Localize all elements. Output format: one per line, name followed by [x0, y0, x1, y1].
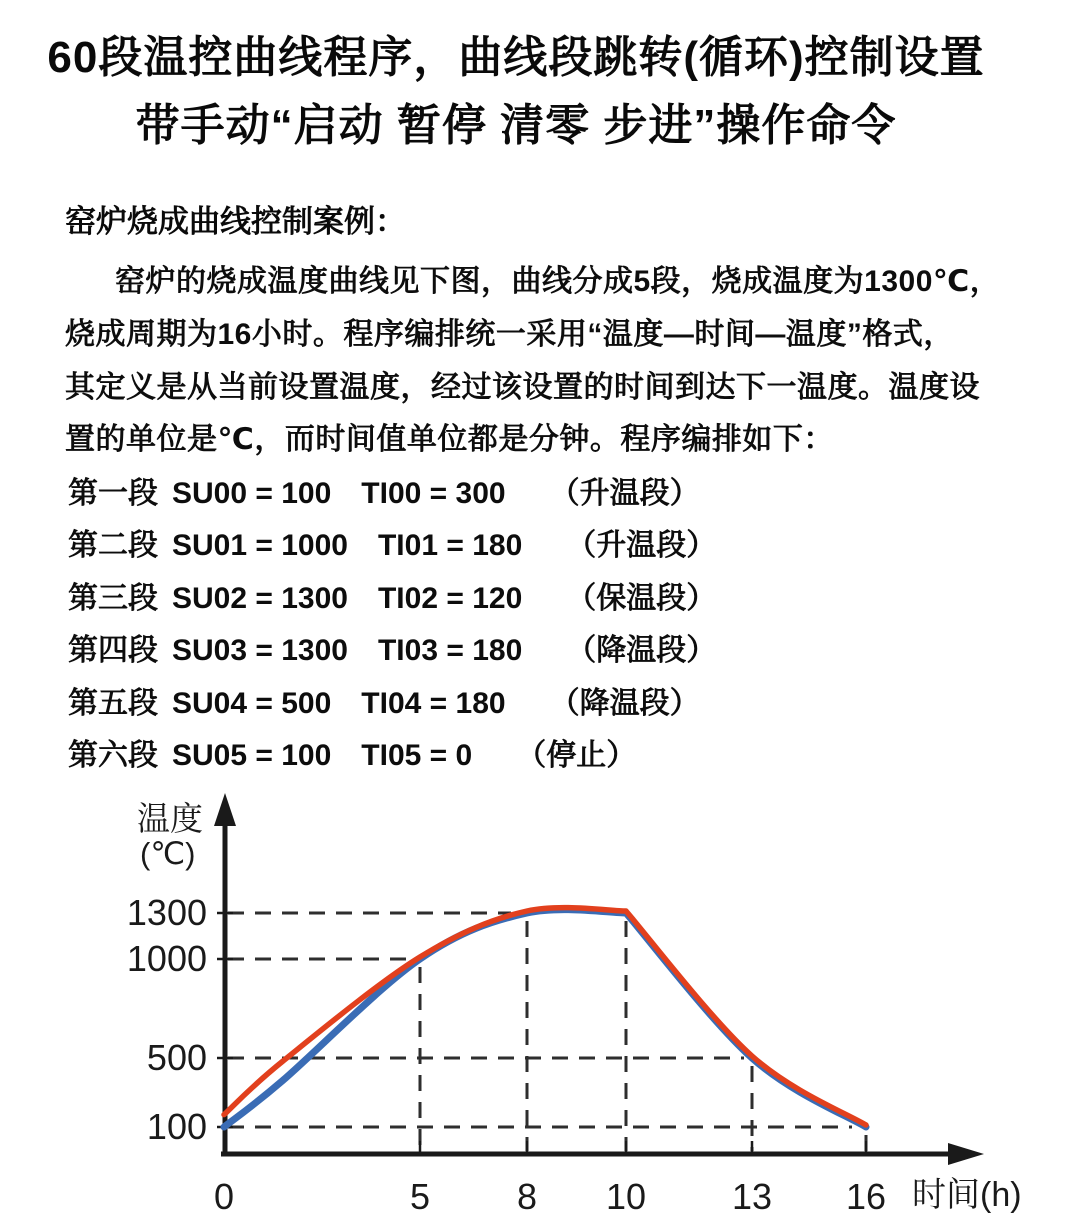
segment-su-value: SU04 = 500 [172, 687, 332, 720]
segment-su-value: SU05 = 100 [172, 739, 332, 772]
segment-su-value: SU03 = 1300 [172, 634, 348, 667]
y-axis-unit: (℃) [140, 836, 196, 871]
segment-ti-value: TI01 = 180 [377, 529, 523, 562]
y-tick-label: 500 [146, 1037, 207, 1078]
x-tick-label: 16 [845, 1176, 887, 1217]
segment-note: （降温段） [549, 687, 700, 720]
segment-ti-value: TI00 = 300 [361, 477, 506, 510]
blue-curve [224, 910, 866, 1127]
segment-ti-value: TI04 = 180 [361, 687, 506, 720]
x-axis-title: 时间(h) [912, 1176, 1022, 1214]
x-tick-label: 0 [213, 1176, 235, 1217]
x-axis-arrow-icon [948, 1143, 984, 1165]
segment-label: 第五段 [68, 687, 158, 720]
program-segment-row [68, 634, 716, 667]
segment-note: （升温段） [549, 477, 700, 510]
page-title-line-2: 带手动“启动 暂停 清零 步进”操作命令 [135, 101, 897, 150]
section-heading: 窑炉烧成曲线控制案例： [65, 204, 406, 239]
x-tick-label: 5 [409, 1176, 431, 1217]
y-tick-label: 100 [146, 1106, 207, 1147]
program-segment-row [68, 687, 700, 720]
x-tick-label: 13 [731, 1176, 773, 1217]
segment-su-value: SU02 = 1300 [172, 582, 348, 615]
x-tick-label: 8 [516, 1176, 538, 1217]
segment-su-value: SU00 = 100 [172, 477, 332, 510]
segment-label: 第一段 [68, 477, 158, 510]
segment-ti-value: TI05 = 0 [361, 739, 473, 772]
segment-label: 第六段 [68, 739, 158, 772]
segment-note: （保温段） [566, 582, 717, 615]
segment-ti-value: TI03 = 180 [377, 634, 523, 667]
x-tick-label: 10 [605, 1176, 647, 1217]
y-tick-label: 1300 [126, 892, 207, 933]
firing-curve-chart [0, 770, 1080, 1223]
page-title-line-1: 60段温控曲线程序，曲线段跳转(循环)控制设置 [47, 33, 985, 82]
segment-ti-value: TI02 = 120 [377, 582, 523, 615]
paragraph-line: 窑炉的烧成温度曲线见下图，曲线分成5段，烧成温度为1300℃， [115, 265, 1001, 298]
paragraph-line: 其定义是从当前设置温度，经过该设置的时间到达下一温度。温度设 [65, 371, 980, 404]
segment-label: 第四段 [68, 634, 158, 667]
paragraph-line: 烧成周期为16小时。程序编排统一采用“温度—时间—温度”格式， [65, 318, 954, 351]
segment-label: 第二段 [68, 529, 158, 562]
program-segment-row [68, 739, 636, 772]
segment-su-value: SU01 = 1000 [172, 529, 348, 562]
y-tick-label: 1000 [126, 938, 207, 979]
program-segment-row [68, 529, 716, 562]
segment-note: （升温段） [566, 529, 717, 562]
y-axis-arrow-icon [214, 793, 236, 826]
segment-note: （降温段） [566, 634, 717, 667]
segment-label: 第三段 [68, 582, 158, 615]
y-axis-title: 温度 [137, 800, 203, 837]
program-segment-row [68, 477, 700, 510]
program-segment-row [68, 582, 716, 615]
paragraph-line: 置的单位是℃，而时间值单位都是分钟。程序编排如下： [65, 423, 834, 456]
segment-note: （停止） [516, 739, 637, 772]
red-curve [224, 908, 866, 1125]
